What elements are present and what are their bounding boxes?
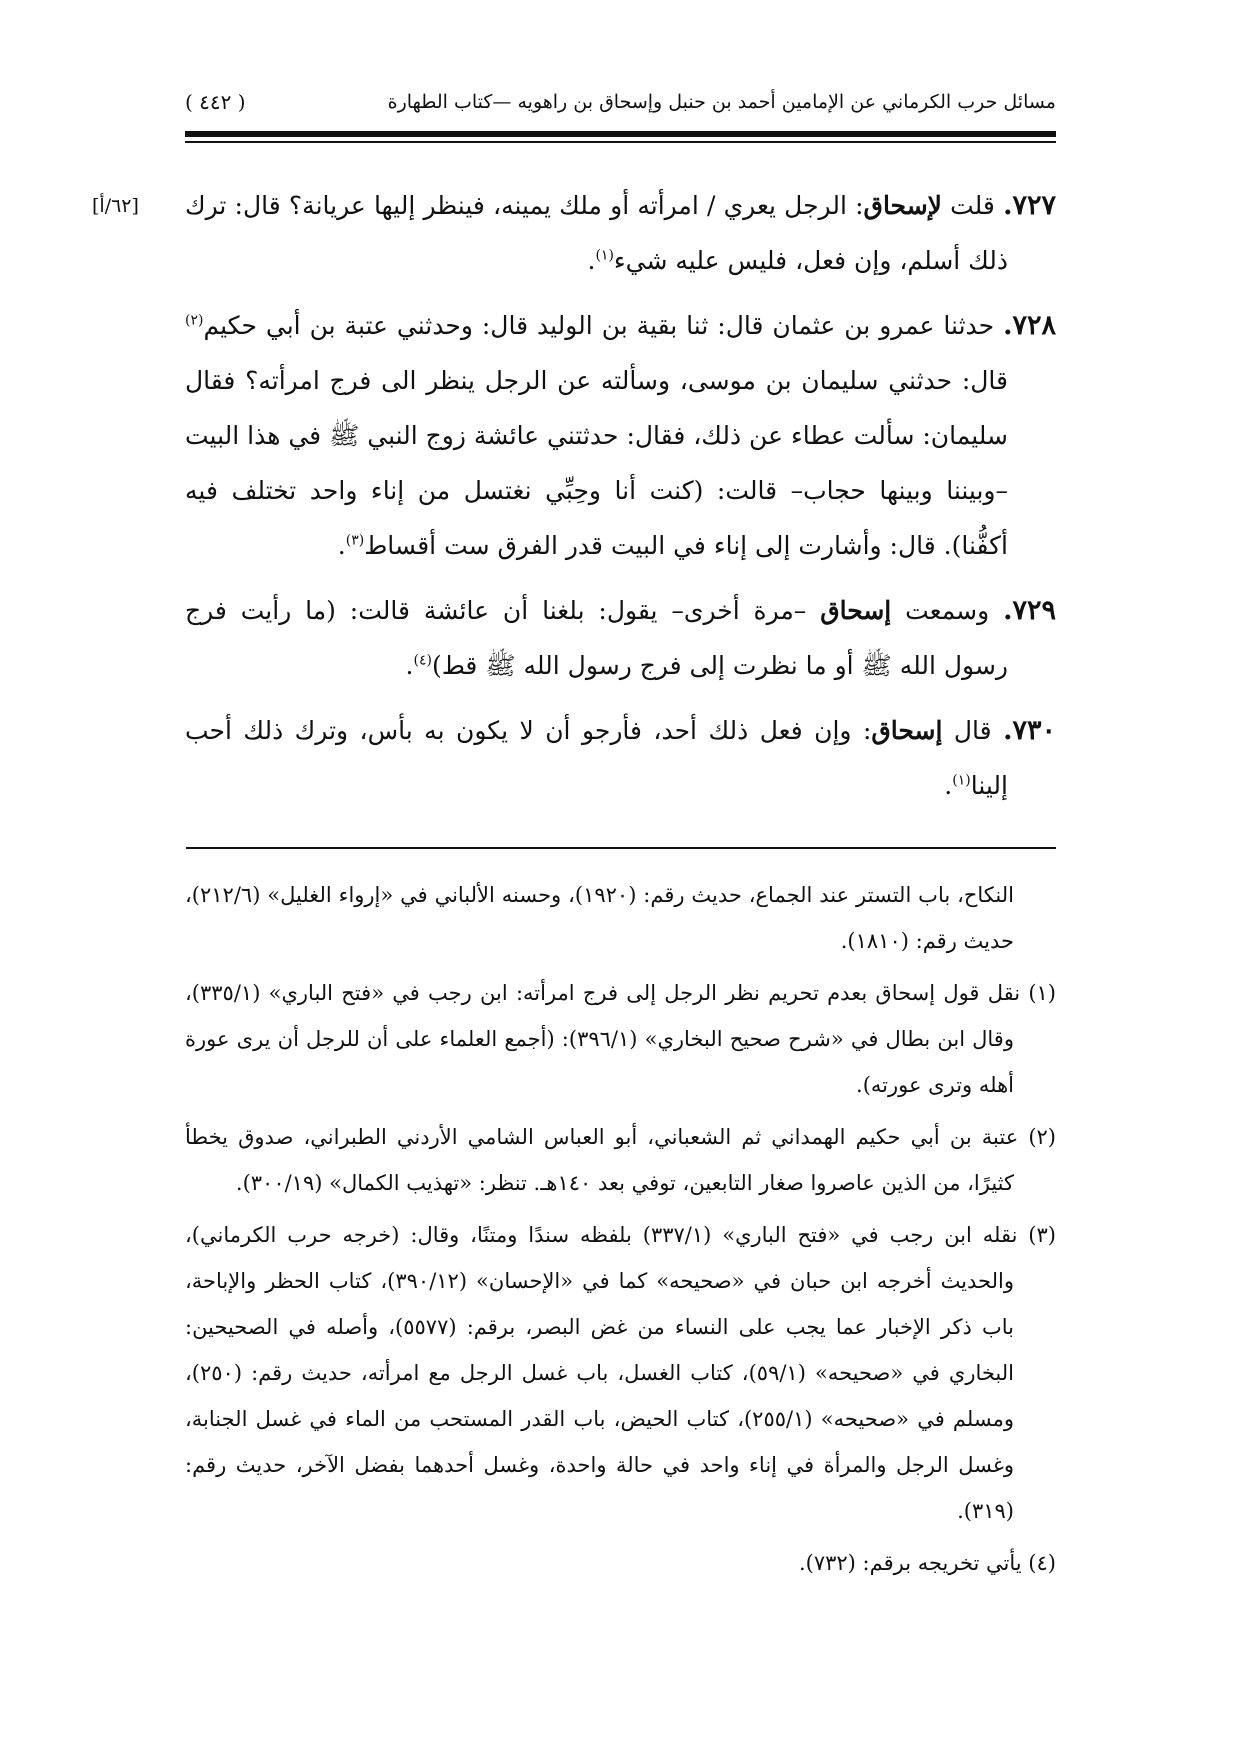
footnote-separator <box>186 847 1056 849</box>
footnote-2: (٢) عتبة بن أبي حكيم الهمداني ثم الشعباني، أبو العباس الشامي الأردني الطبراني، صدوق يخطأ كثيرًا، من الذين عاصروا صغار التابعين، توفي بعد ١٤٠هـ. تنظر: «تهذيب الكمال» (٣٠٠/١٩). <box>185 1125 1056 1195</box>
running-header <box>185 82 1056 122</box>
issue-727: ٧٢٧. قلت لإسحاق: الرجل يعري / امرأته أو ملك يمينه، فينظر إليها عريانة؟ قال: ترك ذلك أسلم، وإن فعل، فليس عليه شيء$^{(١)}$. <box>185 190 1057 275</box>
header-rule-thin <box>185 141 1056 143</box>
issue-728: ٧٢٨. حدثنا عمرو بن عثمان قال: ثنا بقية بن الوليد قال: وحدثني عتبة بن أبي حكيم$^{(٢)}$ قال: حدثني سليمان بن موسى، وسألته عن الرجل ينظر الى فرج امرأته؟ فقال سليمان: سألت عطاء عن ذلك، فقال: حدثتني عائشة زوج النبي ﷺ في هذا البيت –وبيننا وبينها حجاب– قالت: (كنت أنا وحِبِّي نغتسل من إناء واحد تختلف فيه أكفُّنا). قال: وأشارت إلى إناء في البيت قدر الفرق ست أقساط$^{(٣)}$. <box>185 310 1056 560</box>
footnote-ref: (١) <box>952 772 971 789</box>
header-title: مسائل حرب الكرماني عن الإمامين أحمد بن حنبل وإسحاق بن راهويه —كتاب الطهارة <box>387 91 1056 113</box>
footnote-continuation: النكاح، باب التستر عند الجماع، حديث رقم: (١٩٢٠)، وحسنه الألباني في «إرواء الغليل» (٢١٢/٦)، حديث رقم: (١٨١٠). <box>185 883 1014 953</box>
footnote-ref: (٣) <box>345 532 365 549</box>
issue-730: ٧٣٠. قال إسحاق: وإن فعل ذلك أحد، فأرجو أن لا يكون به بأس، وترك ذلك أحب إلينا$^{(١)}$. <box>185 715 1056 800</box>
manuscript-folio-ref: [٦٢/أ] <box>92 195 139 217</box>
footnote-1: (١) نقل قول إسحاق بعدم تحريم نظر الرجل إلى فرج امرأته: ابن رجب في «فتح الباري» (٣٣٥/١)، وقال ابن بطال في «شرح صحيح البخاري» (٣٩٦/١): (أجمع العلماء على أن للرجل أن يرى عورة أهله وترى عورته). <box>185 981 1056 1097</box>
footnote-3: (٣) نقله ابن رجب في «فتح الباري» (٣٣٧/١) بلفظه سندًا ومتنًا، وقال: (خرجه حرب الكرماني)، والحديث أخرجه ابن حبان في «صحيحه» كما في «الإحسان» (٣٩٠/١٢)، كتاب الحظر والإباحة، باب ذكر الإخبار عما يجب على النساء من غض البصر، برقم: (٥٥٧٧)، وأصله في الصحيحين: البخاري في «صحيحه» (٥٩/١)، كتاب الغسل، باب غسل الرجل مع امرأته، حديث رقم: (٢٥٠)، ومسلم في «صحيحه» (٢٥٥/١)، كتاب الحيض، باب القدر المستحب من الماء في غسل الجنابة، وغسل الرجل والمرأة في إناء واحد في حالة واحدة، وغسل أحدهما بفضل الآخر، حديث رقم: (٣١٩). <box>185 1223 1056 1523</box>
issue-729: ٧٢٩. وسمعت إسحاق –مرة أخرى– يقول: بلغنا أن عائشة قالت: (ما رأيت فرج رسول الله ﷺ أو ما نظرت إلى فرج رسول الله ﷺ قط)$^{(٤)}$. <box>185 595 1056 680</box>
footnote-ref: (٢) <box>185 312 204 329</box>
main-text <box>185 178 1056 823</box>
page-number: ( ٤٤٢ ) <box>185 90 246 114</box>
footnote-ref: (٤) <box>413 652 432 669</box>
footnote-ref: (١) <box>595 247 614 264</box>
footnote-4: (٤) يأتي تخريجه برقم: (٧٣٢). <box>798 1551 1056 1575</box>
footnotes <box>185 872 1056 1592</box>
header-rule-thick <box>185 131 1056 137</box>
